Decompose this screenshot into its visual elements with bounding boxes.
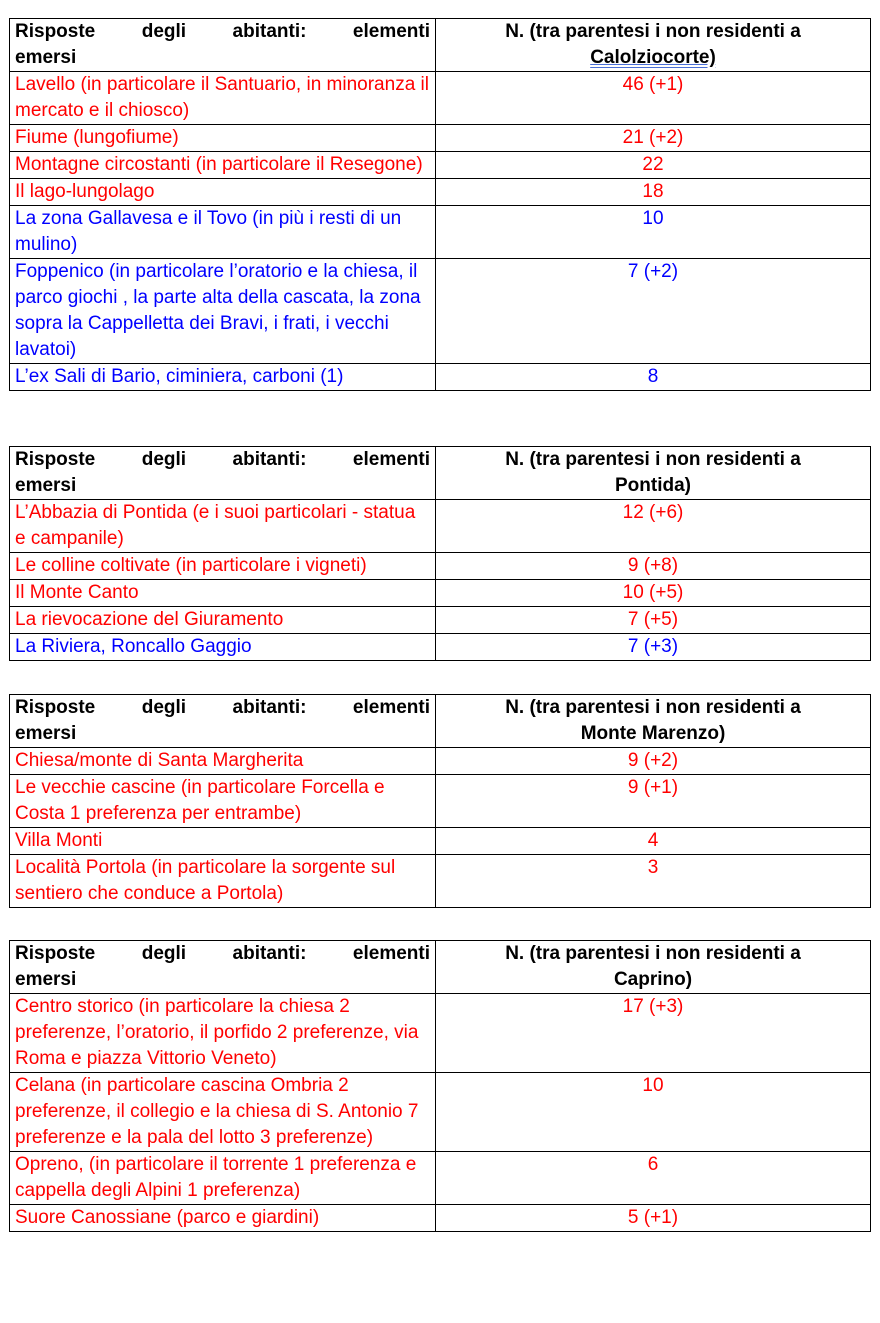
header-left-line1: Risposte degli abitanti: elementi [15,697,430,718]
row-value: 9 (+8) [436,553,871,580]
table-row [10,607,871,634]
header-left-line2: emersi [15,969,77,990]
header-right-line1: N. (tra parentesi i non residenti a [505,449,801,470]
header-left-cell [10,447,436,500]
header-left-line2: emersi [15,475,77,496]
row-label: Chiesa/monte di Santa Margherita [10,748,436,775]
table-header-row [10,941,871,994]
table-row [10,500,871,553]
header-right-cell [436,447,871,500]
row-value: 9 (+2) [436,748,871,775]
table-header-row [10,19,871,72]
row-label: Suore Canossiane (parco e giardini) [10,1205,436,1232]
table-pontida [9,446,871,661]
row-label: Lavello (in particolare il Santuario, in minoranza il mercato e il chiosco) [10,72,436,125]
row-value: 6 [436,1152,871,1205]
row-value: 46 (+1) [436,72,871,125]
table-monte-marenzo [9,694,871,908]
table-row [10,179,871,206]
row-value: 17 (+3) [436,994,871,1073]
row-label: Celana (in particolare cascina Ombria 2 preferenze, il collegio e la chiesa di S. Antonio 7 preferenze e la pala del lotto 3 preferenze) [10,1073,436,1152]
row-label: La zona Gallavesa e il Tovo (in più i resti di un mulino) [10,206,436,259]
table-row [10,855,871,908]
row-value: 22 [436,152,871,179]
row-value: 10 [436,1073,871,1152]
table-row [10,125,871,152]
table-calolziocorte [9,18,871,391]
row-label: Villa Monti [10,828,436,855]
header-right-line2: Pontida) [615,475,691,496]
table-row [10,748,871,775]
row-label: Località Portola (in particolare la sorgente sul sentiero che conduce a Portola) [10,855,436,908]
table-row [10,634,871,661]
row-label: L’ex Sali di Bario, ciminiera, carboni (1) [10,364,436,391]
row-value: 10 [436,206,871,259]
header-right-line1: N. (tra parentesi i non residenti a [505,943,801,964]
row-label: La rievocazione del Giuramento [10,607,436,634]
table-row [10,828,871,855]
row-label: La Riviera, Roncallo Gaggio [10,634,436,661]
row-label: Opreno, (in particolare il torrente 1 preferenza e cappella degli Alpini 1 preferenza) [10,1152,436,1205]
table-row [10,364,871,391]
row-value: 10 (+5) [436,580,871,607]
row-value: 9 (+1) [436,775,871,828]
row-label: L’Abbazia di Pontida (e i suoi particolari - statua e campanile) [10,500,436,553]
row-label: Fiume (lungofiume) [10,125,436,152]
header-left-line1: Risposte degli abitanti: elementi [15,943,430,964]
header-left-line2: emersi [15,47,77,68]
row-value: 7 (+5) [436,607,871,634]
table-row [10,580,871,607]
header-left-cell [10,19,436,72]
row-value: 3 [436,855,871,908]
table-caprino [9,940,871,1232]
table-row [10,1205,871,1232]
table-row [10,775,871,828]
row-value: 18 [436,179,871,206]
table-row [10,1152,871,1205]
table-header-row [10,695,871,748]
row-value: 4 [436,828,871,855]
row-label: Foppenico (in particolare l’oratorio e la chiesa, il parco giochi , la parte alta della cascata, la zona sopra la Cappelletta dei Bravi, i frati, i vecchi lavatoi) [10,259,436,364]
row-value: 7 (+3) [436,634,871,661]
row-label: Montagne circostanti (in particolare il Resegone) [10,152,436,179]
table-header-row [10,447,871,500]
row-label: Centro storico (in particolare la chiesa 2 preferenze, l’oratorio, il porfido 2 preferenze, via Roma e piazza Vittorio Veneto) [10,994,436,1073]
header-left-cell [10,695,436,748]
header-left-line1: Risposte degli abitanti: elementi [15,449,430,470]
row-value: 21 (+2) [436,125,871,152]
header-right-line1: N. (tra parentesi i non residenti a [505,697,801,718]
header-left-line2: emersi [15,723,77,744]
header-left-cell [10,941,436,994]
row-value: 8 [436,364,871,391]
table-row [10,259,871,364]
row-label: Le vecchie cascine (in particolare Forcella e Costa 1 preferenza per entrambe) [10,775,436,828]
header-right-line2: Caprino) [613,969,693,990]
header-right-line2: Monte Marenzo) [580,723,726,744]
header-left-line1: Risposte degli abitanti: elementi [15,21,430,42]
row-label: Il Monte Canto [10,580,436,607]
table-row [10,206,871,259]
table-row [10,72,871,125]
header-right-cell [436,695,871,748]
row-value: 7 (+2) [436,259,871,364]
header-right-line2: Calolziocorte) [590,47,716,68]
table-row [10,994,871,1073]
header-right-cell [436,19,871,72]
row-value: 5 (+1) [436,1205,871,1232]
row-label: Il lago-lungolago [10,179,436,206]
row-value: 12 (+6) [436,500,871,553]
row-label: Le colline coltivate (in particolare i vigneti) [10,553,436,580]
table-row [10,553,871,580]
table-row [10,1073,871,1152]
header-right-cell [436,941,871,994]
table-row [10,152,871,179]
header-right-line1: N. (tra parentesi i non residenti a [505,21,801,42]
